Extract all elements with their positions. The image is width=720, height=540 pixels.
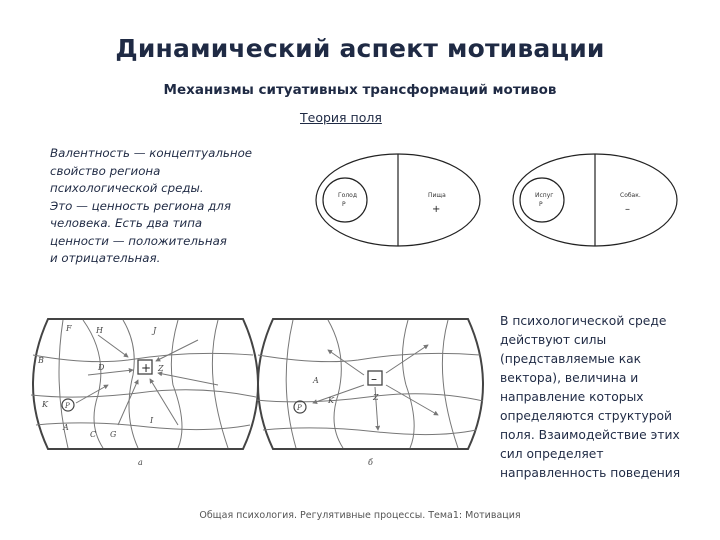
field-positive xyxy=(31,319,258,467)
field-caption-a: а xyxy=(138,458,143,467)
field-letter-A-right: A xyxy=(313,376,319,385)
field-negative xyxy=(256,319,483,467)
field-letter-C: C xyxy=(90,430,97,439)
field-letter-F: F xyxy=(66,324,72,333)
region-food-label: Пища xyxy=(428,192,446,199)
negative-valence-ellipse xyxy=(513,154,677,246)
forces-line: сил определяет xyxy=(500,447,604,461)
field-letter-I: I xyxy=(150,416,154,425)
region-hunger-label: Голод xyxy=(338,192,357,199)
forces-line: действуют силы xyxy=(500,333,607,347)
slide-footer: Общая психология. Регулятивные процессы. Тема1: Мотивация xyxy=(199,510,521,521)
negative-sign: – xyxy=(625,204,630,215)
forces-line: В психологической среде xyxy=(500,314,667,328)
forces-line: вектора), величина и xyxy=(500,371,639,385)
field-letter-K-right: K xyxy=(328,396,334,405)
forces-text xyxy=(500,312,700,483)
field-letter-J: J xyxy=(153,326,157,335)
field-caption-b: б xyxy=(368,458,373,467)
center-positive-sign: + xyxy=(141,361,152,375)
region-dog-label: Собак. xyxy=(620,192,641,199)
forces-line: (представляемые как xyxy=(500,352,642,366)
slide-title: Динамический аспект мотивации xyxy=(115,34,605,63)
valence-line: Это — ценность региона для xyxy=(50,198,231,213)
forces-line: направленность поведения xyxy=(500,466,681,480)
field-letter-H: H xyxy=(96,326,103,335)
field-letter-Z-right: Z xyxy=(373,393,379,402)
region-fear-label: Испуг xyxy=(535,192,554,199)
field-letter-A: A xyxy=(63,423,69,432)
field-letter-P-right: P xyxy=(297,404,302,412)
valence-ellipses-diagram xyxy=(310,150,680,250)
forces-line: направление которых xyxy=(500,390,644,404)
field-letter-K: K xyxy=(42,400,48,409)
valence-line: Валентность — концептуальное xyxy=(50,146,253,160)
valence-line: свойство региона xyxy=(50,163,161,178)
valence-text xyxy=(50,145,300,268)
force-field-diagram xyxy=(28,315,493,470)
theory-heading: Теория поля xyxy=(300,110,382,125)
valence-line: ценности — положительная xyxy=(50,233,227,248)
field-letter-G: G xyxy=(110,430,117,439)
region-hunger-sub: Р xyxy=(342,201,346,208)
valence-line: психологической среды. xyxy=(50,181,204,195)
valence-line: и отрицательная. xyxy=(50,251,161,265)
field-letter-B: B xyxy=(38,356,44,365)
valence-line: человека. Есть два типа xyxy=(50,216,203,230)
center-negative-sign: – xyxy=(371,372,377,386)
field-letter-Z: Z xyxy=(158,364,164,373)
region-fear-sub: Р xyxy=(539,201,543,208)
positive-valence-ellipse xyxy=(316,154,480,246)
field-letter-D: D xyxy=(98,363,105,372)
positive-sign: + xyxy=(432,204,441,215)
field-letter-P: P xyxy=(65,402,70,410)
forces-line: поля. Взаимодействие этих xyxy=(500,428,680,442)
forces-line: определяются структурой xyxy=(500,409,673,423)
slide-subtitle: Механизмы ситуативных трансформаций мотивов xyxy=(163,82,557,98)
